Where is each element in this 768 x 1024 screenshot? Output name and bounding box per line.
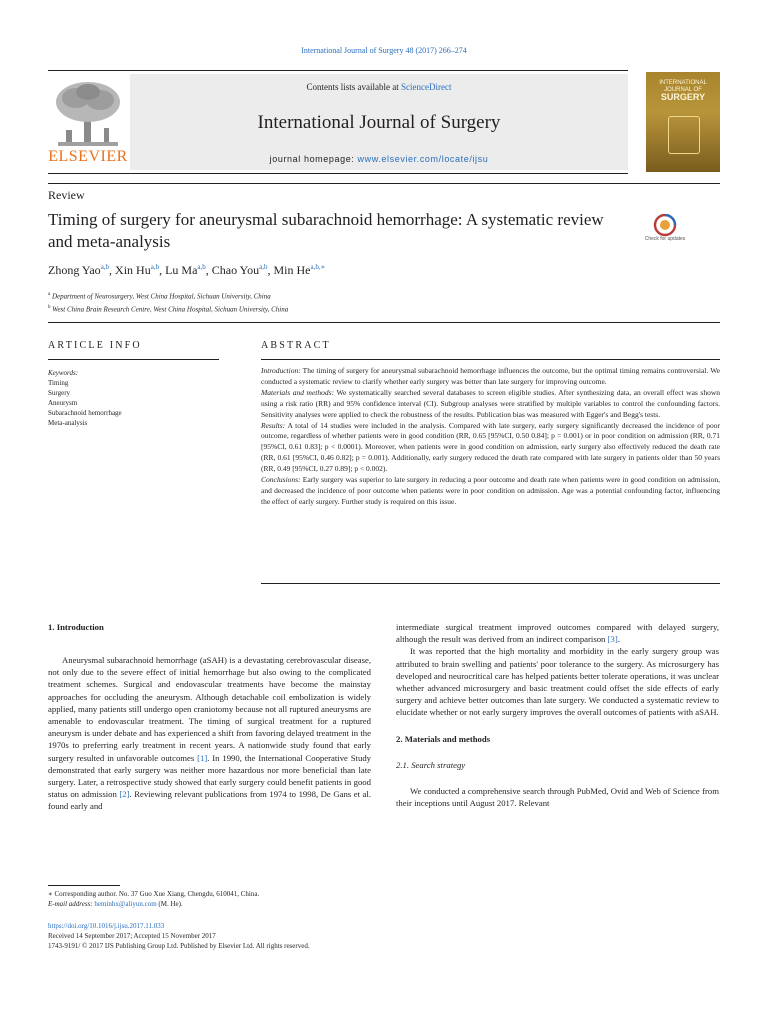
affiliation-text: Department of Neurosurgery, West China Hospital, Sichuan University, China [51,292,271,301]
abstract-methods-text: We systematically searched several databases to screen eligible studies. After synthesizing data, an overall effect was shown using a risk ratio (RR) and 95% confidence interval (CI). Subgroup analyses were stratified by multiple variables to control the confounding factors. Sensitivity analyses were applied to check the robustness of the results. Publication bias was measured with Egger's and Begg's tests. [261,387,720,419]
body-left-column [48,621,371,813]
reference-link[interactable]: [1] [197,752,208,763]
journal-citation[interactable]: International Journal of Surgery 48 (2017) 266–274 [301,46,467,55]
author-list: Zhong Yao$^{a,b}$, Xin Hu$^{a,b}$, Lu Ma$^{a,b}$, Chao You$^{a,b}$, Min $He^{a,b,∗}$ [48,263,326,277]
search-strategy-paragraph: We conducted a comprehensive search through PubMed, Ovid and Web of Science from their inceptions until August 2017. Relevant [396,785,719,808]
journal-masthead [48,70,720,170]
check-updates-label: Check for updates [644,236,686,242]
affiliations [48,289,288,316]
keyword: Subarachnoid hemorrhage [48,409,122,417]
masthead-top-rule [48,70,628,71]
copyright-line: 1743-9191/ © 2017 IJS Publishing Group Ltd. Published by Elsevier Ltd. All rights reserved. [48,942,310,950]
sciencedirect-link[interactable]: ScienceDirect [401,82,452,92]
check-for-updates-badge[interactable] [644,214,686,256]
journal-banner [130,74,628,170]
continued-paragraph [396,621,719,645]
abstract-conclusions-text: Early surgery was superior to late surgery in reducing a poor outcome and death rate when patients were in good condition on admission, and decreased the incidence of poor outcome when patients were in poor condition on admission. Age was a potential confounding factor, influencing the effect of early surgery. Further study is required on this issue. [261,475,720,506]
author-affiliation-mark[interactable]: a,b [259,263,268,271]
abstract-results [261,421,720,476]
keyword: Meta-analysis [48,419,88,427]
affiliations-rule [48,322,720,323]
keywords-block [48,368,219,428]
author-affiliation-mark[interactable]: a,b [100,263,110,271]
search-strategy-heading: 2.1. Search strategy [396,759,466,770]
author-affiliation-mark[interactable]: a,b,∗ [310,263,326,271]
continued-text-end: . [617,634,620,645]
journal-homepage [130,154,628,164]
email-link[interactable]: heminhx@aliyun.com [94,900,157,908]
journal-title: International Journal of Surgery [257,112,501,133]
doi-link[interactable]: https://doi.org/10.1016/j.ijsu.2017.11.033 [48,922,165,930]
corresponding-author-footnote [48,889,259,909]
author-name[interactable]: Xin Hu [115,263,151,277]
author-name[interactable]: Lu Ma [165,263,198,277]
email-label: E-mail address: [48,900,95,908]
body-right-column [396,621,719,809]
abstract-conclusions-label: Conclusions: [261,475,301,485]
article-footer [48,921,310,951]
abstract-introduction [261,366,720,388]
cover-small-text: INTERNATIONAL JOURNAL OF [659,80,707,93]
author-affiliation-mark[interactable]: a,b [150,263,160,271]
abstract-results-text: A total of 14 studies were included in the analysis. Compared with late surgery, early surgery significantly decreased the incidence of poor outcome, regardless of whether patients were in good condition (RR, 0.65 [95%CI, 0.50 0.84]; p = 0.001) or in poor condition on admission (RR, 0.71 [95%CI, 0.61 0.83]; p < 0.0001). Moreover, when patients were in good condition on admission, early surgery also effectively reduced the death rate (RR, 0.61 [95%CI, 0.46 0.82]; p = 0.001). Additionally, early surgery reduced the death rate compared with late surgery in patients older than 50 years (RR, 0.49 [95%CI, 0.27 0.89]; p < 0.002). [261,420,720,474]
journal-cover-thumbnail[interactable] [646,72,720,172]
email-line [48,899,259,909]
section-rule [48,183,720,184]
publisher-name: ELSEVIER [48,148,128,165]
footnote-rule [48,885,120,886]
check-updates-icon [648,214,682,238]
abstract-results-label: Results: [261,420,286,430]
article-dates: Received 14 September 2017; Accepted 15 November 2017 [48,932,216,940]
cover-big-text: SURGERY [660,92,706,102]
corresponding-author-note: ∗ Corresponding author. No. 37 Guo Xue Xiang, Chengdu, 610041, China. [48,890,260,898]
contents-prefix: Contents lists available at [306,82,401,92]
intro-text-part: . Reviewing relevant publications from 1974 to 1998, De Gans et al. found early and [48,789,371,812]
author-affiliation-mark[interactable]: a,b [197,263,206,271]
introduction-paragraph: It was reported that the high mortality and morbidity in the early surgery group was attributed to brain swelling and patients' poor tolerance to the surgery. As microsurgery has developed and neurocritical care has helped patients better tolerate operations, it was unclear whether advanced microsurgery and basic treatment could offset the side effects of early surgery and achieve better outcomes than late surgery. We conducted a systematic review to elucidate whether or not early surgery improves the overall outcomes of patients with aSAH. [396,646,719,718]
affiliation-mark: b [48,305,51,311]
keyword: Aneurysm [48,399,78,407]
continued-text: intermediate surgical treatment improved outcomes compared with delayed surgery, although the result was derived from an indirect comparison [396,622,719,645]
author-name[interactable]: Chao You [211,263,260,277]
introduction-paragraph [48,654,371,813]
cover-title [646,80,720,101]
abstract-conclusions [261,475,720,508]
intro-text-part: Aneurysmal subarachnoid hemorrhage (aSAH) is a devastating cerebrovascular disease, not only due to the severe effect of initial hemorrhage but also owing to the complicated treatment schemes. Surgical and endovascular treatments have become the mainstay approaches for occluding the aneurysm. Although detachable coil embolization is widely applied, many patients still undergo open craniotomy because not all ruptured aneurysms are amenable to endovascular treatment. The timing of surgical treatment for a ruptured aneurysm is under debate and has experienced a shift from favoring delayed treatment in the 1970s to preferring early treatment in recent years. A nationwide study found that early surgery resulted in unfavorable outcomes [48,655,371,763]
keyword: Surgery [48,389,71,397]
article-title: Timing of surgery for aneurysmal subarachnoid hemorrhage: A systematic review and meta-analysis [48,210,604,251]
keywords-label: Keywords: [48,369,79,377]
article-info-heading: ARTICLE INFO [48,340,142,351]
affiliation-text: West China Brain Research Centre, West China Hospital, Sichuan University, China [52,305,289,314]
abstract-rule [261,359,720,360]
affiliation-item [48,302,288,315]
methods-heading: 2. Materials and methods [396,733,491,744]
abstract-methods-label: Materials and methods: [261,387,335,397]
keyword: Timing [48,379,69,387]
affiliation-mark: a [48,292,51,297]
reference-link[interactable]: [2] [119,789,130,800]
masthead-bottom-rule [48,173,628,174]
homepage-link[interactable]: www.elsevier.com/locate/ijsu [357,154,489,164]
intro-text-part: . In 1990, the International Cooperative Study demonstrated that early surgery was neither more hazardous nor more beneficial than late surgery. Later, a retrospective study showed that early surgery could benefit patients in good status on admission [48,752,372,800]
author-name[interactable]: Zhong Yao [48,263,101,277]
email-suffix: (M. He). [156,900,183,908]
cover-emblem-icon [668,116,700,154]
reference-link[interactable]: [3] [607,634,618,645]
article-info-rule [48,359,219,360]
author-name[interactable]: Min He [273,263,311,277]
abstract-methods [261,388,720,421]
affiliation-item [48,289,288,302]
introduction-heading: 1. Introduction [48,622,104,632]
abstract-intro-label: Introduction: [261,366,301,375]
article-type: Review [48,188,85,202]
abstract-end-rule [261,583,720,584]
contents-line [130,82,628,92]
homepage-label: journal homepage: [269,154,358,164]
abstract-intro-text: The timing of surgery for aneurysmal subarachnoid hemorrhage influences the outcome, but the optimal timing remains controversial. We conducted a systematic review to clarify whether early surgery was better than late surgery for improving outcome. [261,366,720,386]
abstract-body [261,366,720,508]
abstract-heading: ABSTRACT [261,340,331,351]
